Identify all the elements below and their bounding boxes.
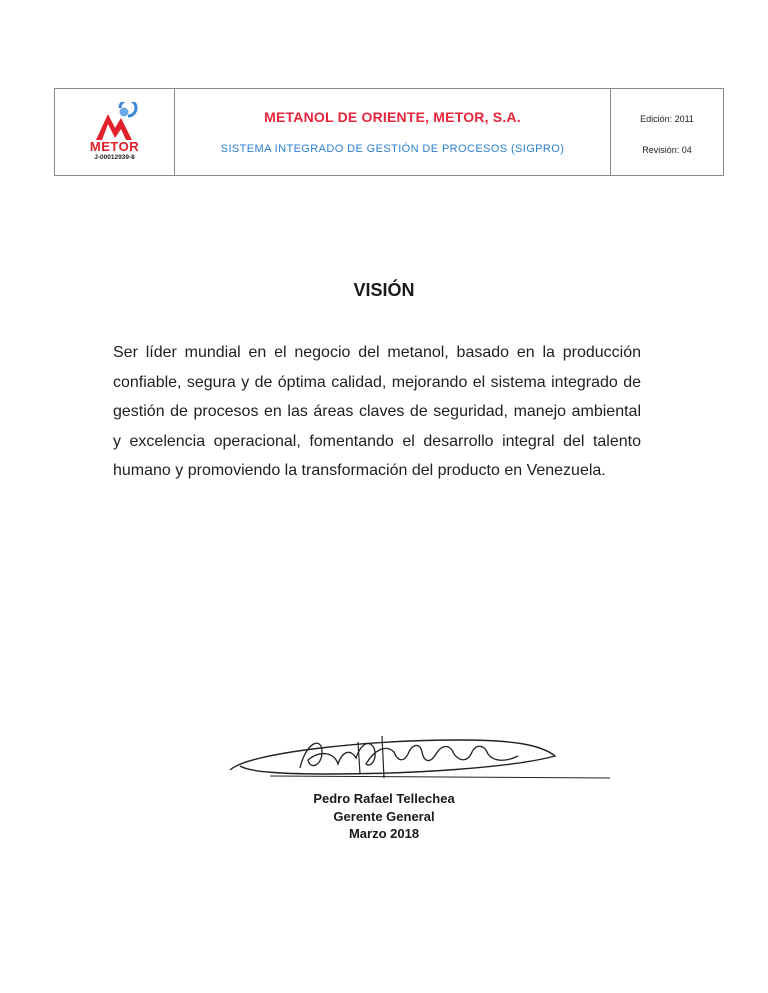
document-header xyxy=(54,88,724,176)
vision-paragraph: Ser líder mundial en el negocio del metanol, basado en la producción confiable, segura y de óptima calidad, mejorando el sistema integrado de gestión de procesos en las áreas claves de seguridad, manejo ambiental y excelencia operacional, fomentando el desarrollo integral del talento humano y promoviendo la transformación del producto en Venezuela. xyxy=(113,344,641,480)
signatory-role: Gerente General xyxy=(333,808,435,824)
page-title: VISIÓN xyxy=(353,280,415,300)
signatory-block xyxy=(0,790,768,843)
company-name: METANOL DE ORIENTE, METOR, S.A. xyxy=(264,109,521,125)
system-name: SISTEMA INTEGRADO DE GESTIÓN DE PROCESOS (SIGPRO) xyxy=(220,143,565,155)
revision-label: Revisión: 04 xyxy=(642,144,692,155)
signatory-name: Pedro Rafael Tellechea xyxy=(313,791,455,806)
title-cell xyxy=(175,89,611,175)
meta-cell xyxy=(611,89,723,175)
handwritten-signature xyxy=(210,722,610,792)
logo-rif: J-00012939-8 xyxy=(94,154,135,161)
logo-cell xyxy=(55,89,175,175)
logo-word: METOR xyxy=(89,139,140,154)
metor-logo-icon xyxy=(90,102,140,142)
signatory-date: Marzo 2018 xyxy=(348,826,420,841)
edition-label: Edición: 2011 xyxy=(640,113,694,124)
